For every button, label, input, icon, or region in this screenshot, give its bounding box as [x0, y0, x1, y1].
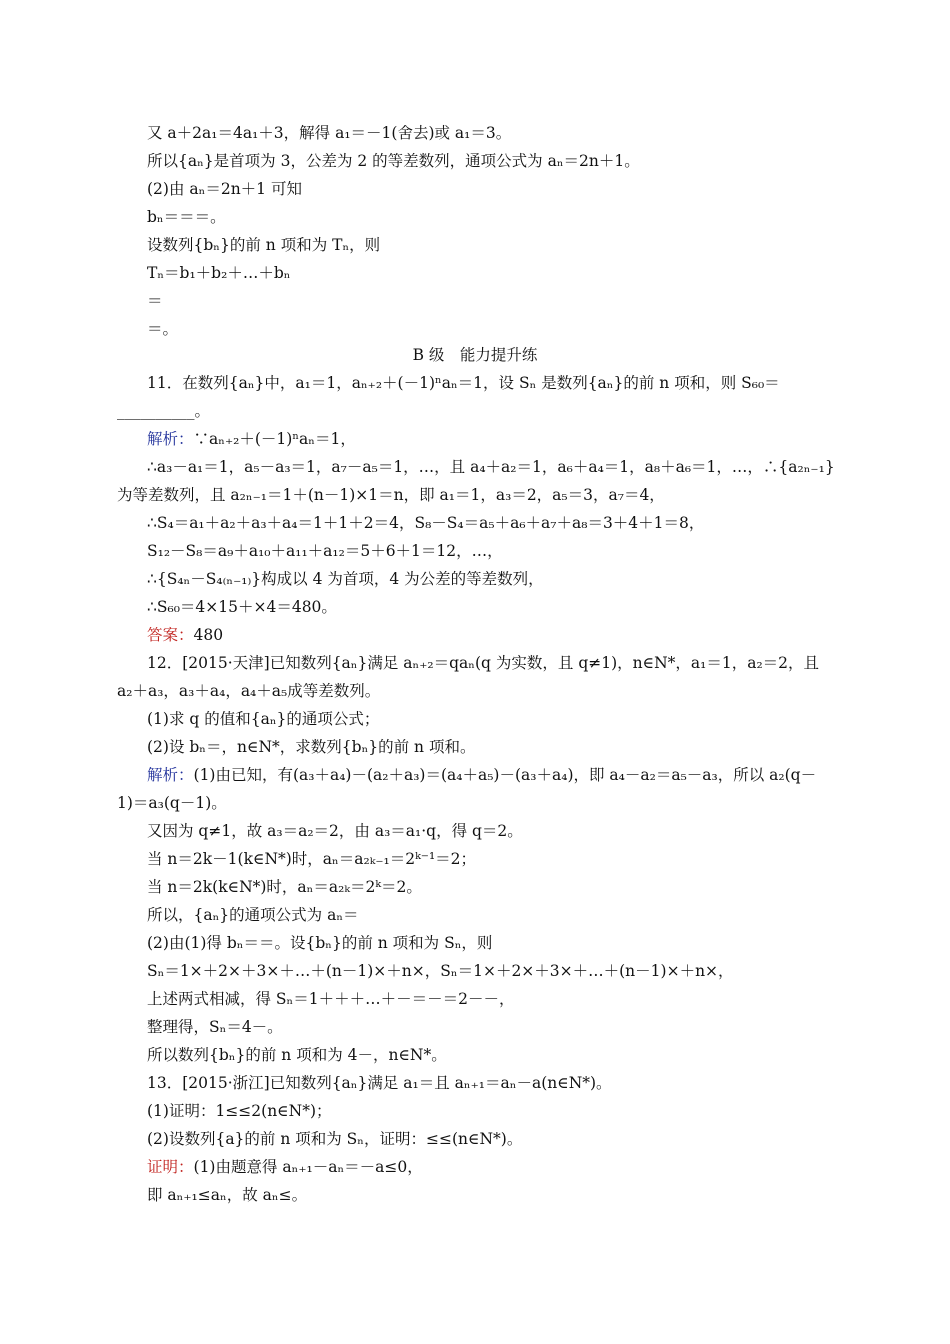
text-line: 为等差数列，且 a₂ₙ₋₁＝1＋(n－1)×1＝n，即 a₁＝1，a₃＝2，a₅＝3，a₇＝4，	[117, 486, 665, 504]
text-line: 当 n＝2k(k∈N*)时，aₙ＝a₂ₖ＝2ᵏ＝2。	[147, 878, 422, 896]
text-line: 当 n＝2k－1(k∈N*)时，aₙ＝a₂ₖ₋₁＝2ᵏ⁻¹＝2；	[147, 850, 477, 868]
text-line: 整理得，Sₙ＝4－。	[147, 1018, 283, 1036]
question-12: 12．[2015·天津]已知数列{aₙ}满足 aₙ₊₂＝qaₙ(q 为实数，且 q≠1)，n∈N*，a₁＝1，a₂＝2，且	[147, 654, 820, 672]
text-line: (1)证明：1≤≤2(n∈N*)；	[147, 1102, 332, 1120]
text-line: ∴{S₄ₙ－S₄₍ₙ₋₁₎}构成以 4 为首项，4 为公差的等差数列，	[147, 570, 544, 588]
text-line: 又 a＋2a₁＝4a₁＋3，解得 a₁＝－1(舍去)或 a₁＝3。	[147, 124, 512, 142]
text-line: (1)求 q 的值和{aₙ}的通项公式；	[147, 710, 380, 728]
analysis-label: 解析：	[147, 766, 194, 784]
text-line: 所以，{aₙ}的通项公式为 aₙ＝	[147, 906, 359, 924]
answer-label: 答案：	[147, 626, 194, 644]
text-line: S₁₂－S₈＝a₉＋a₁₀＋a₁₁＋a₁₂＝5＋6＋1＝12，…，	[147, 542, 503, 560]
question-11: 11．在数列{aₙ}中，a₁＝1，aₙ₊₂＋(－1)ⁿaₙ＝1，设 Sₙ 是数列{aₙ}的前 n 项和，则 S₆₀＝	[147, 374, 780, 392]
text-line: 证明：(1)由题意得 aₙ₊₁－aₙ＝－a≤0，	[147, 1158, 423, 1176]
text-line: (2)由(1)得 bₙ＝＝。设{bₙ}的前 n 项和为 Sₙ，则	[147, 934, 493, 952]
text-line	[147, 625, 223, 645]
answer-blank: __________。	[117, 402, 211, 420]
text-line: 上述两式相减，得 Sₙ＝1＋＋＋…＋－＝－＝2－－，	[147, 990, 515, 1008]
text-line: 解析：∵aₙ₊₂＋(－1)ⁿaₙ＝1，	[147, 430, 356, 448]
text-line: ∴S₄＝a₁＋a₂＋a₃＋a₄＝1＋1＋2＝4，S₈－S₄＝a₅＋a₆＋a₇＋a₈＝3＋4＋1＝8，	[147, 514, 705, 532]
text-line: a₂＋a₃，a₃＋a₄，a₄＋a₅成等差数列。	[117, 682, 381, 700]
text-line: 解析：(1)由已知，有(a₃＋a₄)－(a₂＋a₃)＝(a₄＋a₅)－(a₃＋a₄)，即 a₄－a₂＝a₅－a₃，所以 a₂(q－	[147, 766, 817, 784]
section-heading: B 级 能力提升练	[412, 346, 538, 364]
question-13: 13．[2015·浙江]已知数列{aₙ}满足 a₁＝且 aₙ₊₁＝aₙ－a(n∈N*)。	[147, 1074, 612, 1092]
text-line: (2)设 bₙ＝，n∈N*，求数列{bₙ}的前 n 项和。	[147, 738, 476, 756]
text-line: Sₙ＝1×＋2×＋3×＋…＋(n－1)×＋n×，Sₙ＝1×＋2×＋3×＋…＋(n－1)×＋n×，	[147, 962, 734, 980]
text-line: 所以{aₙ}是首项为 3，公差为 2 的等差数列，通项公式为 aₙ＝2n＋1。	[147, 152, 640, 170]
text-line: bₙ＝＝＝。	[147, 208, 226, 226]
analysis-label: 解析：	[147, 430, 194, 448]
text-line: 所以数列{bₙ}的前 n 项和为 4－，n∈N*。	[147, 1046, 447, 1064]
text-line: (2)设数列{a}的前 n 项和为 Sₙ，证明：≤≤(n∈N*)。	[147, 1130, 523, 1148]
text-line: 又因为 q≠1，故 a₃＝a₂＝2，由 a₃＝a₁·q，得 q＝2。	[147, 822, 523, 840]
text-line: ＝。	[147, 320, 179, 338]
text-line: (2)由 aₙ＝2n＋1 可知	[147, 180, 302, 198]
text-line: Tₙ＝b₁＋b₂＋…＋bₙ	[147, 264, 291, 282]
text-line: 即 aₙ₊₁≤aₙ，故 aₙ≤。	[147, 1186, 308, 1204]
text-line: ∴a₃－a₁＝1，a₅－a₃＝1，a₇－a₅＝1，…，且 a₄＋a₂＝1，a₆＋a₄＝1，a₈＋a₆＝1，…，∴{a₂ₙ₋₁}	[147, 458, 835, 476]
text-line: ∴S₆₀＝4×15＋×4＝480。	[147, 598, 337, 616]
text-line: ＝	[147, 292, 163, 310]
text-line: 1)＝a₃(q－1)。	[117, 794, 227, 812]
answer-value: 480	[193, 626, 224, 644]
text-line: 设数列{bₙ}的前 n 项和为 Tₙ，则	[147, 236, 381, 254]
proof-label: 证明：	[147, 1158, 194, 1176]
